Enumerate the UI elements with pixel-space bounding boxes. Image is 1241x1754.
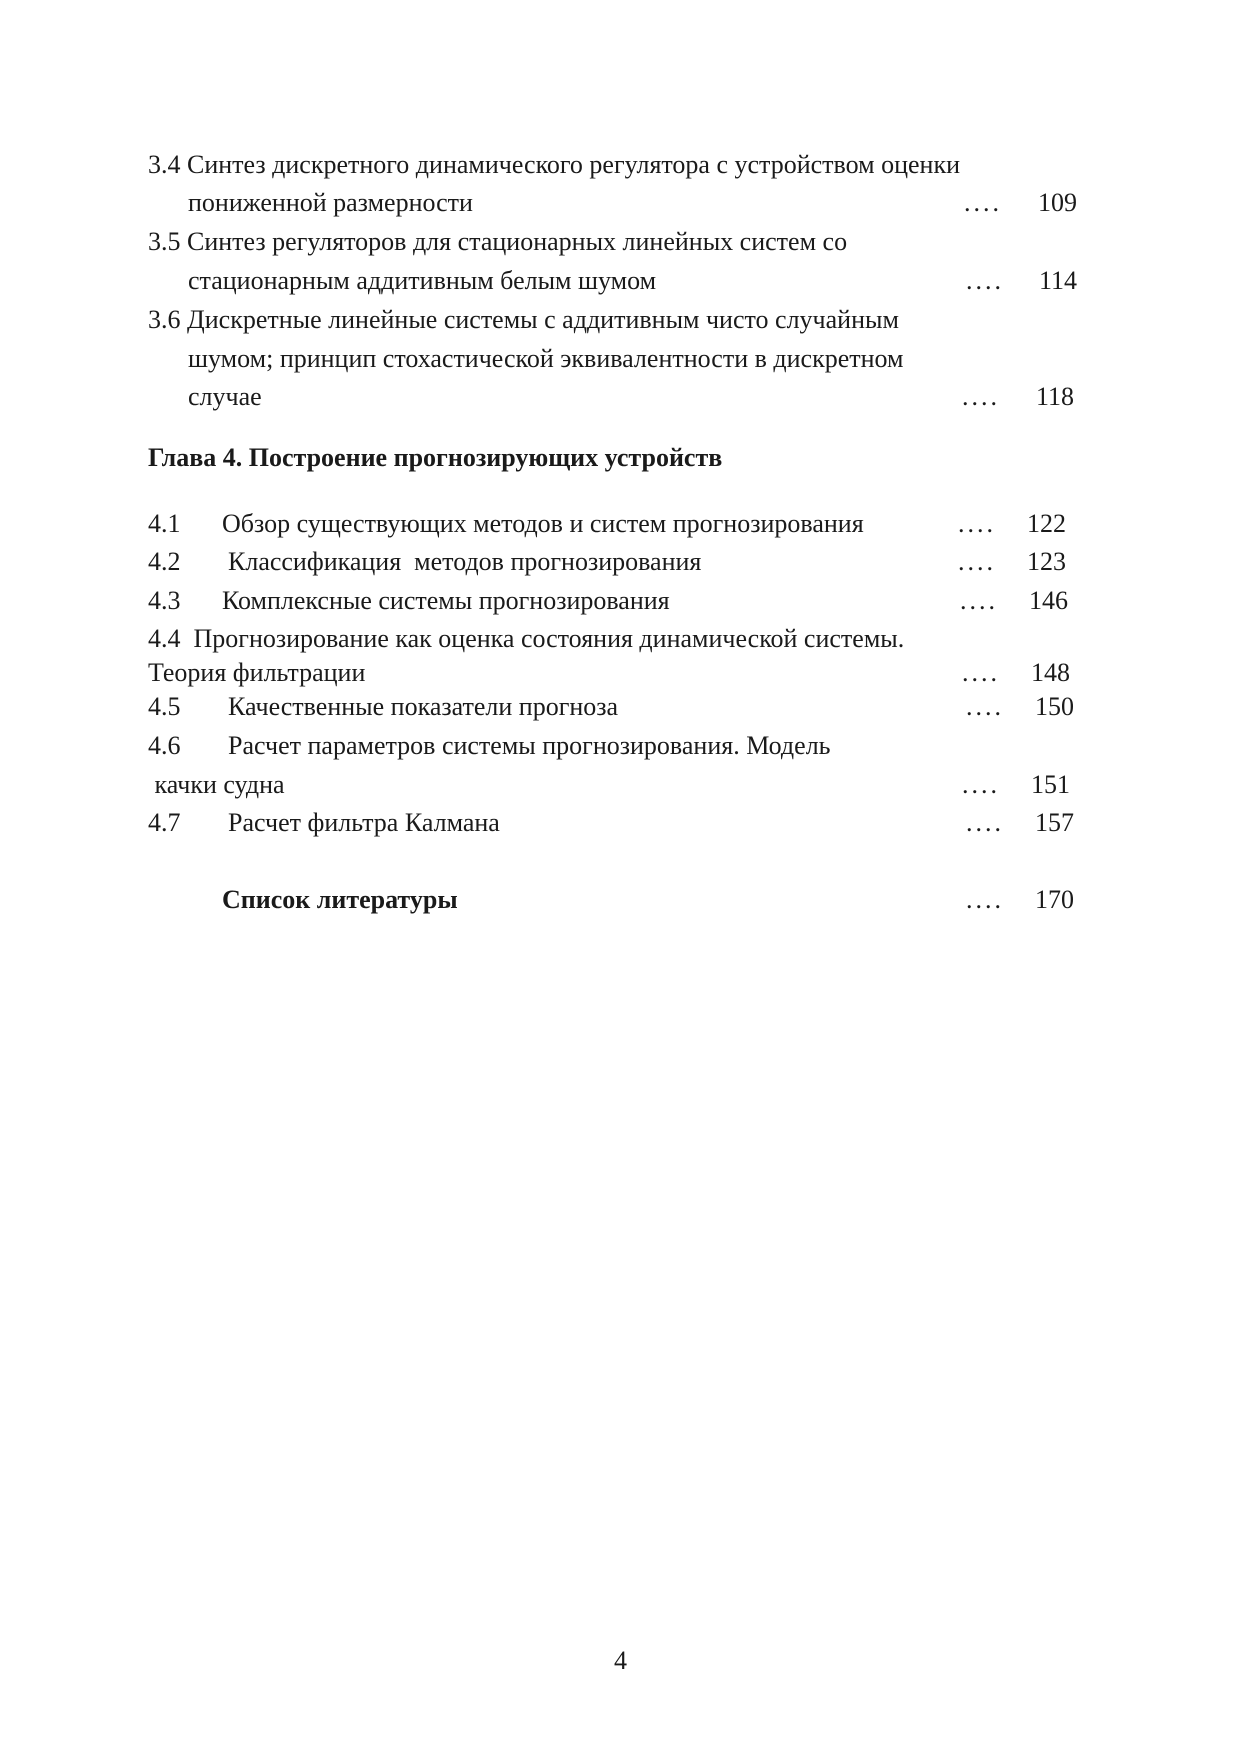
toc-page-number: 151 — [1031, 770, 1070, 799]
toc-page-number: 146 — [1029, 586, 1068, 615]
toc-page-number: 118 — [1036, 382, 1075, 411]
toc-leader-dots: .... — [964, 188, 1002, 217]
toc-entry-4-6-title: Расчет параметров системы прогнозирования. Модель — [228, 731, 831, 760]
toc-entry-3-6-line2: шумом; принцип стохастической эквивалентности в дискретном — [188, 344, 904, 373]
toc-page-number: 122 — [1027, 509, 1066, 538]
toc-entry-3-6-line1: 3.6 Дискретные линейные системы с аддитивным чисто случайным — [148, 305, 899, 334]
toc-leader-dots: .... — [962, 382, 1000, 411]
toc-page-number: 170 — [1035, 885, 1074, 914]
references-title: Список литературы — [222, 885, 458, 914]
chapter-heading: Глава 4. Построение прогнозирующих устройств — [148, 443, 723, 472]
toc-entry-number: 4.5 — [148, 692, 181, 721]
toc-entry-3-4-line2: пониженной размерности — [188, 188, 473, 217]
toc-entry-4-1-title: Обзор существующих методов и систем прогнозирования — [222, 509, 864, 538]
toc-entry-number: 4.7 — [148, 808, 181, 837]
toc-leader-dots: .... — [966, 692, 1004, 721]
toc-entry-4-2-title: Классификация методов прогнозирования — [228, 547, 702, 576]
toc-page-number: 148 — [1031, 658, 1070, 687]
toc-entry-4-3-title: Комплексные системы прогнозирования — [222, 586, 670, 615]
toc-entry-number: 4.2 — [148, 547, 181, 576]
toc-entry-number: 4.3 — [148, 586, 181, 615]
toc-leader-dots: .... — [966, 808, 1004, 837]
toc-leader-dots: .... — [966, 885, 1004, 914]
toc-page-number: 114 — [1039, 266, 1078, 295]
toc-entry-number: 4.6 — [148, 731, 181, 760]
toc-entry-4-7-title: Расчет фильтра Калмана — [228, 808, 500, 837]
toc-leader-dots: .... — [960, 586, 998, 615]
toc-entry-4-4-line2: Теория фильтрации — [148, 658, 366, 687]
toc-entry-number: 4.1 — [148, 509, 181, 538]
toc-page-number: 123 — [1027, 547, 1066, 576]
toc-leader-dots: .... — [966, 266, 1004, 295]
toc-entry-3-5-line2: стационарным аддитивным белым шумом — [188, 266, 657, 295]
toc-entry-3-6-line3: случае — [188, 382, 262, 411]
page-number: 4 — [614, 1646, 627, 1675]
toc-leader-dots: .... — [958, 509, 996, 538]
toc-leader-dots: .... — [962, 658, 1000, 687]
toc-page-number: 150 — [1035, 692, 1074, 721]
toc-page-number: 157 — [1035, 808, 1074, 837]
toc-leader-dots: .... — [962, 770, 1000, 799]
toc-entry-3-5-line1: 3.5 Синтез регуляторов для стационарных линейных систем со — [148, 227, 848, 256]
toc-entry-3-4-line1: 3.4 Синтез дискретного динамического регулятора с устройством оценки — [148, 150, 961, 179]
toc-entry-4-5-title: Качественные показатели прогноза — [228, 692, 619, 721]
toc-entry-4-4-line1: 4.4 Прогнозирование как оценка состояния динамической системы. — [148, 624, 905, 653]
toc-page-number: 109 — [1038, 188, 1077, 217]
toc-entry-4-6-line2: качки судна — [148, 770, 285, 799]
toc-leader-dots: .... — [958, 547, 996, 576]
